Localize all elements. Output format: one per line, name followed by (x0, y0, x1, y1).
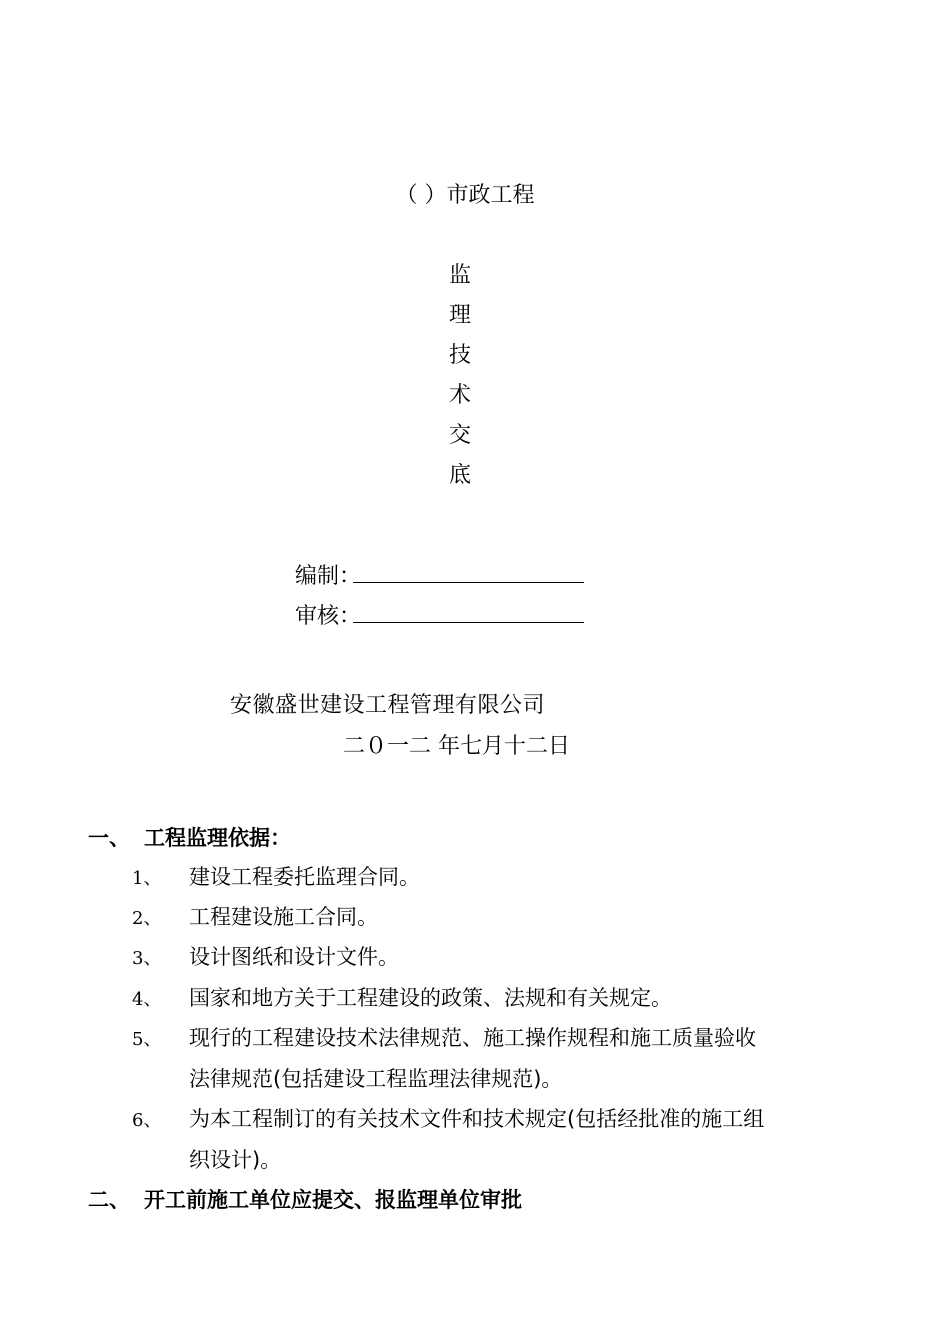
section-title: 工程监理依据： (144, 826, 291, 850)
list-item-text: 国家和地方关于工程建设的政策、法规和有关规定。 (189, 986, 672, 1010)
vertical-title-char: 理 (448, 303, 471, 328)
compile-label: 编制： (295, 564, 362, 589)
section-number: 二、 (88, 1188, 130, 1212)
vertical-title-char: 监 (448, 263, 471, 288)
vertical-title-char: 技 (448, 343, 471, 368)
list-item-text: 为本工程制订的有关技术文件和技术规定(包括经批准的施工组 (189, 1107, 765, 1131)
vertical-title-char: 底 (448, 463, 471, 488)
list-item-number: 2、 (132, 908, 162, 929)
list-item-number: 4、 (132, 989, 162, 1010)
section-heading-1 (88, 822, 291, 852)
list-item-number: 3、 (132, 948, 162, 969)
list-item-text: 建设工程委托监理合同。 (189, 865, 420, 889)
list-item-text: 设计图纸和设计文件。 (189, 945, 399, 969)
document-title: （ ）市政工程 (395, 183, 535, 208)
list-item-continuation: 织设计)。 (189, 1148, 282, 1172)
compile-signature-line (353, 582, 584, 583)
section-number: 一、 (88, 826, 130, 850)
section-heading-2 (88, 1184, 522, 1214)
list-item-number: 5、 (132, 1029, 162, 1050)
document-date: 二０一二 年七月十二日 (343, 734, 570, 759)
list-item-text: 现行的工程建设技术法律规范、施工操作规程和施工质量验收 (189, 1026, 756, 1050)
section-title: 开工前施工单位应提交、报监理单位审批 (144, 1188, 522, 1212)
list-item-number: 1、 (132, 868, 162, 889)
vertical-title-char: 交 (448, 423, 471, 448)
list-item-text: 工程建设施工合同。 (189, 905, 378, 929)
list-item-number: 6、 (132, 1110, 162, 1131)
review-label: 审核： (295, 604, 362, 629)
vertical-title-char: 术 (448, 383, 471, 408)
list-item-continuation: 法律规范(包括建设工程监理法律规范)。 (189, 1067, 563, 1091)
company-name: 安徽盛世建设工程管理有限公司 (230, 693, 546, 718)
review-signature-line (353, 622, 584, 623)
